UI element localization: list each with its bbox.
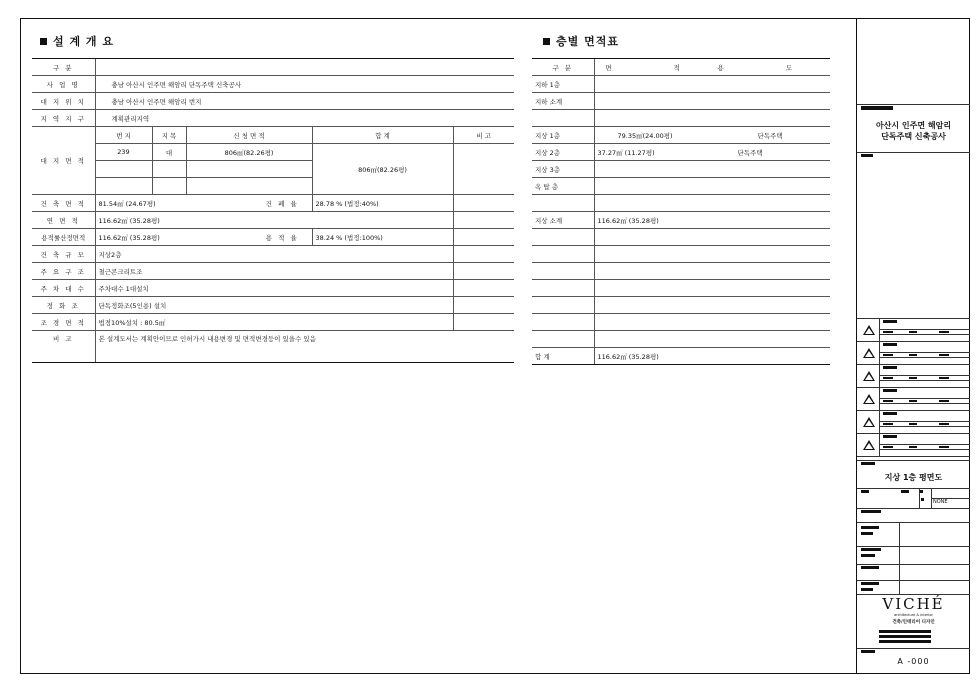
design-overview-table xyxy=(32,58,514,363)
requested-area: 806㎡(82.26평) xyxy=(186,144,312,161)
col-header: 구 분 xyxy=(532,59,594,76)
floor-label xyxy=(532,331,594,348)
square-bullet-icon xyxy=(543,38,550,45)
col-header: 지 목 xyxy=(152,127,186,144)
revision-triangle-icon xyxy=(863,440,875,450)
floor-area-cell xyxy=(594,161,830,178)
row-value: 116.62㎡ (35.28평) xyxy=(95,212,453,229)
table-row xyxy=(32,127,514,144)
table-row xyxy=(32,195,514,212)
header-cell xyxy=(594,59,830,76)
row-value: 충남 아산시 인주면 해암리 단독주택 신축공사 xyxy=(95,76,514,93)
floor-label: 지하 1층 xyxy=(532,76,594,93)
floor-area-table xyxy=(532,58,830,365)
floor-area: 116.62㎡ (35.28평) xyxy=(597,352,659,361)
floor-label xyxy=(532,246,594,263)
ratio-label: 건 폐 율 xyxy=(253,195,312,212)
floor-label xyxy=(532,280,594,297)
floor-label xyxy=(532,110,594,127)
floor-area-cell xyxy=(594,263,830,280)
floor-area-cell xyxy=(594,229,830,246)
floor-area-cell xyxy=(594,195,830,212)
table-row xyxy=(532,59,830,76)
row-label: 연 면 적 xyxy=(32,212,95,229)
table-row xyxy=(532,229,830,246)
row-label: 조 경 면 적 xyxy=(32,314,95,331)
floor-use: 단독주택 xyxy=(737,148,763,157)
table-row xyxy=(532,212,830,229)
row-value: 충남 아산시 인주면 해암리 번지 xyxy=(95,93,514,110)
floor-area-cell xyxy=(594,246,830,263)
scale-value: NONE xyxy=(933,499,948,505)
floor-area-cell xyxy=(594,178,830,195)
floor-label: 지상 1층 xyxy=(532,127,594,144)
table-row xyxy=(32,93,514,110)
floor-label: 옥 탑 층 xyxy=(532,178,594,195)
row-label: 건 축 면 적 xyxy=(32,195,95,212)
revision-triangle-icon xyxy=(863,348,875,358)
floor-area-cell xyxy=(594,127,830,144)
row-label: 사 업 명 xyxy=(32,76,95,93)
table-row xyxy=(532,314,830,331)
floor-area-cell xyxy=(594,110,830,127)
table-row xyxy=(532,110,830,127)
square-bullet-icon xyxy=(40,38,47,45)
table-row xyxy=(532,348,830,365)
row-value: 철근콘크리트조 xyxy=(95,263,453,280)
table-row xyxy=(32,280,514,297)
table-row xyxy=(532,76,830,93)
col-header-area: 면 적 xyxy=(605,63,710,72)
floor-area-cell xyxy=(594,93,830,110)
table-row xyxy=(532,161,830,178)
floor-area-cell xyxy=(594,280,830,297)
col-header: 합 계 xyxy=(312,127,453,144)
project-name-line1: 아산시 인주면 해암리 xyxy=(875,121,952,130)
revision-triangle-icon xyxy=(863,325,875,335)
table-row xyxy=(532,178,830,195)
floor-area: 37.27㎡ (11.27평) xyxy=(597,148,655,157)
floor-area-cell xyxy=(594,348,830,365)
floor-area-cell xyxy=(594,144,830,161)
floor-area-cell xyxy=(594,331,830,348)
ratio-value: 28.78 % (법정:40%) xyxy=(312,195,453,212)
row-value: 단독정화조(5인용) 설치 xyxy=(95,297,453,314)
floor-label: 지상 3층 xyxy=(532,161,594,178)
col-header: 신 청 면 적 xyxy=(186,127,312,144)
row-label: 용적률산정면적 xyxy=(32,229,95,246)
col-header: 번 지 xyxy=(95,127,152,144)
floor-area-cell xyxy=(594,314,830,331)
table-row xyxy=(32,212,514,229)
floor-label: 합 계 xyxy=(532,348,594,365)
drawing-title: 지상 1층 평면도 xyxy=(884,473,943,482)
row-value: 지상2층 xyxy=(95,246,453,263)
floor-use: 단독주택 xyxy=(757,131,783,140)
table-row xyxy=(32,314,514,331)
ratio-value: 38.24 % (법정:100%) xyxy=(312,229,453,246)
floor-area: 79.35㎡(24.00평) xyxy=(617,131,673,140)
row-value: 본 설계도서는 계획안이므로 인허가시 내용변경 및 면적변경등이 있을수 있음 xyxy=(95,331,514,363)
table-row xyxy=(532,263,830,280)
land-category: 대 xyxy=(152,144,186,161)
table-row xyxy=(32,297,514,314)
company-logo-korean: 건축/인테리어 디자인 xyxy=(892,620,935,625)
row-label: 정 화 조 xyxy=(32,297,95,314)
table-row xyxy=(32,110,514,127)
row-label: 주 요 구 조 xyxy=(32,263,95,280)
floor-area-cell xyxy=(594,297,830,314)
revision-triangle-icon xyxy=(863,371,875,381)
table-row xyxy=(532,127,830,144)
table-row xyxy=(532,280,830,297)
site-remark xyxy=(453,144,514,195)
table-row xyxy=(532,195,830,212)
table-row xyxy=(532,93,830,110)
table-row xyxy=(532,246,830,263)
floor-area: 116.62㎡ (35.28평) xyxy=(597,216,659,225)
project-name-line2: 단독주택 신축공사 xyxy=(881,132,946,141)
title-block xyxy=(856,18,970,674)
table-row xyxy=(32,144,514,161)
floor-label xyxy=(532,195,594,212)
floor-label xyxy=(532,314,594,331)
floor-label: 지상 소계 xyxy=(532,212,594,229)
company-logo-sub: architecture & interior xyxy=(894,613,933,617)
row-value: 81.54㎡ (24.67평) xyxy=(95,195,253,212)
row-label: 주 차 대 수 xyxy=(32,280,95,297)
revision-triangle-icon xyxy=(863,417,875,427)
floor-label xyxy=(532,297,594,314)
design-overview-title: 설 계 개 요 xyxy=(40,33,114,49)
row-value: 계획관리지역 xyxy=(95,110,514,127)
floor-area-title: 층별 면적표 xyxy=(543,33,619,49)
row-label: 구 분 xyxy=(32,59,95,76)
floor-label: 지하 소계 xyxy=(532,93,594,110)
table-row xyxy=(32,59,514,76)
floor-label xyxy=(532,229,594,246)
table-row xyxy=(32,263,514,280)
row-label: 대 지 위 치 xyxy=(32,93,95,110)
table-row xyxy=(532,331,830,348)
row-label: 비 고 xyxy=(32,331,95,363)
floor-area-cell xyxy=(594,76,830,93)
floor-label xyxy=(532,263,594,280)
company-logo: VICHÉ xyxy=(882,595,945,613)
floor-area-cell xyxy=(594,212,830,229)
col-header: 비 고 xyxy=(453,127,514,144)
row-value xyxy=(95,59,514,76)
row-label: 건 축 규 모 xyxy=(32,246,95,263)
table-row xyxy=(32,331,514,363)
drawing-number: A -000 xyxy=(897,657,930,666)
site-total-area: 806㎡(82.26평) xyxy=(312,144,453,195)
lot-number: 239 xyxy=(95,144,152,161)
row-value: 법정10%설치 : 80.5㎡ xyxy=(95,314,453,331)
table-row xyxy=(32,229,514,246)
row-value: 116.62㎡ (35.28평) xyxy=(95,229,253,246)
table-row xyxy=(32,76,514,93)
revision-triangle-icon xyxy=(863,394,875,404)
table-row xyxy=(32,246,514,263)
table-row xyxy=(532,297,830,314)
ratio-label: 용 적 율 xyxy=(253,229,312,246)
row-label: 지 역 지 구 xyxy=(32,110,95,127)
floor-label: 지상 2층 xyxy=(532,144,594,161)
table-row xyxy=(532,144,830,161)
row-label: 대 지 면 적 xyxy=(32,127,95,195)
row-value: 주차대수 1대설치 xyxy=(95,280,453,297)
col-header-use: 용 도 xyxy=(717,63,823,72)
